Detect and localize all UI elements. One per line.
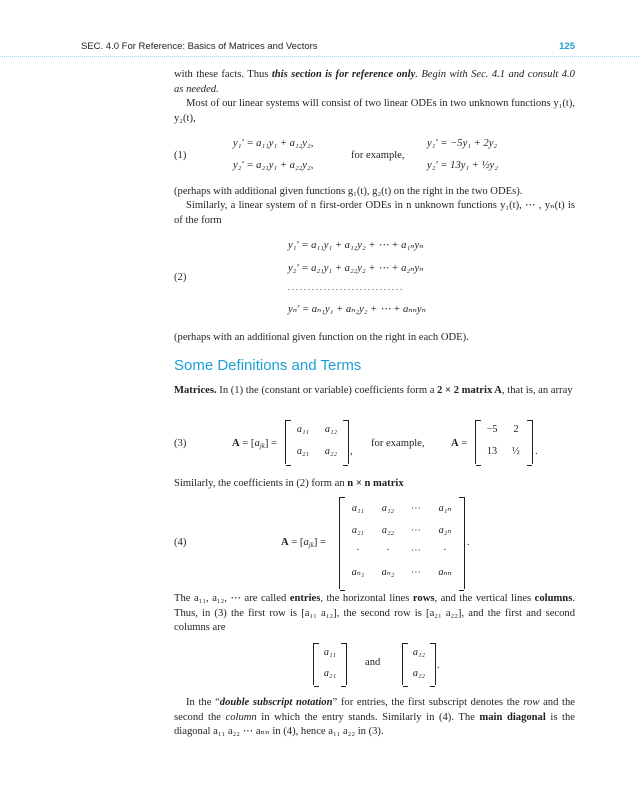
eq4-cell: ⋯ — [410, 567, 422, 578]
eq3-period: . — [535, 446, 538, 457]
para8-c: , the horizontal lines — [320, 593, 413, 604]
eq4-cell: a₂ₙ — [438, 525, 452, 536]
eq4-lhs-sub: jk — [308, 541, 314, 549]
para8-e: , and the vertical lines — [434, 593, 535, 604]
para8-g: . Thus, in (3) the first row is [a₁₁ a₁₂], the second row is [a₂₁ a₂₂], and the first and second columns are — [174, 593, 575, 634]
para6-bold2: 2 × 2 matrix A — [437, 385, 502, 396]
para9-g: in which the entry stands. Similarly in (4). The — [256, 711, 480, 723]
eq5-and: and — [365, 657, 381, 668]
eq3-matrix — [285, 420, 349, 464]
para9-e: and the second the — [174, 697, 575, 723]
eq4-cell: · — [443, 545, 447, 556]
eq4-cell: aₙ₂ — [381, 567, 395, 578]
header-rule — [0, 56, 639, 57]
eq4-cell: · — [386, 545, 390, 556]
para1-a: with these facts. Thus — [174, 69, 272, 80]
eq4-lhs: $A = [a_{jk}]$ = — [281, 537, 326, 549]
eq5-cell: a₁₂ — [412, 647, 426, 658]
para8-f: columns — [534, 593, 573, 604]
para9-d: row — [523, 697, 540, 708]
header-page-number: 125 — [559, 41, 575, 52]
eq2-dots: . . . . . . . . . . . . . . . . . . . . . . . . . . . . . — [288, 283, 402, 292]
eq4-cell: ⋯ — [410, 545, 422, 556]
eq5-period: . — [437, 660, 440, 671]
paragraph-additional: (perhaps with an additional given function on the right in each ODE). — [174, 332, 469, 343]
eq3-for-example: for example, — [371, 438, 425, 449]
eq1-for-example: for example, — [351, 150, 405, 161]
eq5-column-1 — [313, 643, 347, 685]
eq3-cell: a₁₁ — [296, 424, 310, 435]
eq1-example-line1: y₁′ = −5y₁ + 2y₂ — [427, 138, 498, 149]
eq1-line2: y₂′ = a₂₁y₁ + a₂₂y₂, — [233, 160, 314, 171]
eq3-cell: a₁₂ — [324, 424, 338, 435]
eq3-example-matrix — [475, 420, 533, 464]
eq4-cell: a₂₁ — [351, 525, 365, 536]
para6-text2: , that is, an array — [501, 385, 573, 396]
paragraph-given-functions: (perhaps with additional given functions g₁(t), g₂(t) on the right in the two ODEs). — [174, 186, 523, 197]
para9-f: column — [225, 711, 257, 723]
running-header — [81, 38, 575, 58]
paragraph-n-system: Similarly, a linear system of n first-order ODEs in n unknown functions y₁(t), ⋯ , yₙ(t) is of the form — [174, 200, 575, 226]
eq1-line1: y₁′ = a₁₁y₁ + a₁₂y₂, — [233, 138, 314, 149]
para9-i: is the diagonal a₁₁ a₂₂ ⋯ aₙₙ in (4), hence a₁₁ a₂₂ in (3). — [174, 711, 575, 738]
para8-a: The a₁₁, a₁₂, ⋯ are called — [174, 593, 290, 604]
eq4-cell: a₁ₙ — [438, 503, 452, 514]
eq3-number: (3) — [174, 438, 187, 449]
eq4-cell: aₙₙ — [438, 567, 452, 578]
eq4-cell: a₁₂ — [381, 503, 395, 514]
eq2-number: (2) — [174, 272, 187, 283]
paragraph-n-by-n — [174, 477, 575, 492]
eq4-cell: ⋯ — [410, 503, 422, 514]
paragraph-matrices — [174, 384, 575, 399]
eq2-line-n: yₙ′ = aₙ₁y₁ + aₙ₂y₂ + ⋯ + aₙₙyₙ — [288, 304, 426, 315]
eq5-cell: a₁₁ — [323, 647, 337, 658]
eq1-number: (1) — [174, 150, 187, 161]
eq3-example-cell: ½ — [512, 446, 520, 457]
para8-b: entries — [289, 593, 321, 604]
eq5-column-2 — [402, 643, 436, 685]
matrices-label: Matrices. — [174, 385, 217, 396]
para7-text: Similarly, the coefficients in (2) form an — [174, 478, 348, 489]
eq5-cell: a₂₁ — [323, 668, 337, 679]
header-section: SEC. 4.0 For Reference: Basics of Matrices and Vectors — [81, 41, 318, 52]
eq3-lhs: $A = [a_{jk}]$ = — [232, 438, 277, 450]
eq2-line1: y₁′ = a₁₁y₁ + a₁₂y₂ + ⋯ + a₁ₙyₙ — [288, 240, 424, 251]
paragraph-linear-systems: Most of our linear systems will consist of two linear ODEs in two unknown functions y₁(t), y₂(t), — [174, 98, 575, 124]
para9-a: In the “ — [186, 697, 220, 708]
eq2-line2: y₂′ = a₂₁y₁ + a₂₂y₂ + ⋯ + a₂ₙyₙ — [288, 263, 424, 274]
eq4-period: . — [467, 537, 470, 548]
eq4-cell: a₂₂ — [381, 525, 395, 536]
eq3-example-cell: 2 — [513, 424, 519, 435]
eq4-cell: ⋯ — [410, 525, 422, 536]
paragraph-entries — [174, 592, 575, 636]
eq3-cell: a₂₁ — [296, 446, 310, 457]
para9-b: double subscript notation — [219, 697, 333, 708]
eq3-lhs-sub: jk — [259, 442, 265, 450]
para1-c: . Begin with Sec. 4.1 and consult 4.0 as needed. — [174, 69, 575, 95]
eq4-matrix — [339, 497, 465, 589]
eq3-example-cell: −5 — [486, 424, 498, 435]
eq4-cell: a₁₁ — [351, 503, 365, 514]
para9-h: main diagonal — [479, 711, 546, 723]
para6-text: In (1) the (constant or variable) coefficients form a — [216, 385, 438, 396]
eq4-number: (4) — [174, 537, 187, 548]
para7-bold: n × n matrix — [347, 478, 404, 489]
eq5-cell: a₂₂ — [412, 668, 426, 679]
eq4-cell: · — [356, 545, 360, 556]
eq3-rhs: A = — [451, 438, 468, 449]
paragraph-double-subscript — [174, 696, 575, 740]
eq3-cell: a₂₂ — [324, 446, 338, 457]
section-heading: Some Definitions and Terms — [174, 357, 362, 374]
para9-c: ” for entries, the first subscript denotes the — [332, 697, 524, 708]
eq4-cell: aₙ₁ — [351, 567, 365, 578]
paragraph-intro — [174, 68, 575, 97]
eq3-comma: , — [350, 446, 353, 457]
eq3-example-cell: 13 — [486, 446, 498, 457]
para8-d: rows — [412, 593, 435, 604]
para1-emph: this section is for reference only — [271, 69, 416, 80]
eq1-example-line2: y₂′ = 13y₁ + ½y₂ — [427, 160, 498, 171]
